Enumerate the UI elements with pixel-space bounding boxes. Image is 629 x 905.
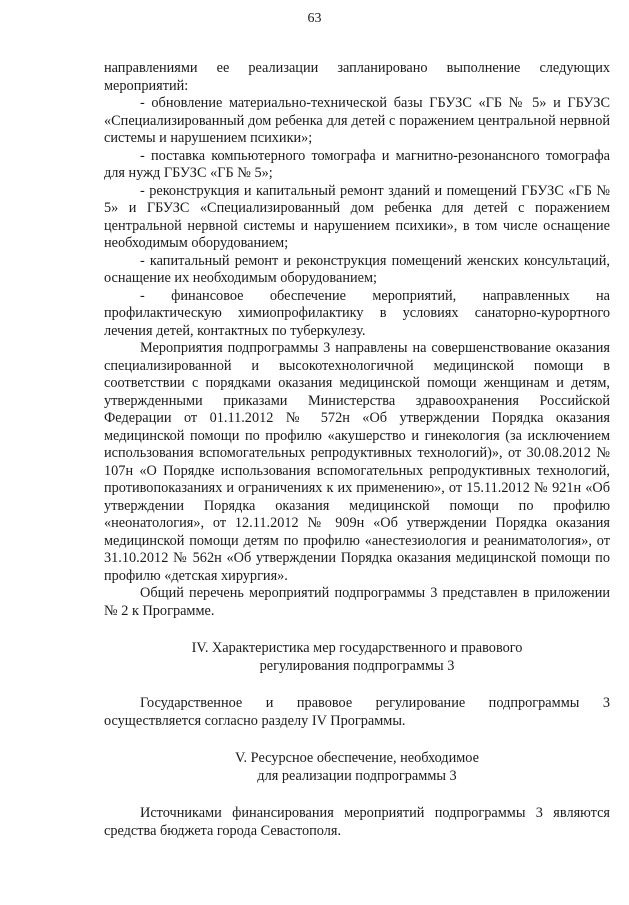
section-4-text: Государственное и правовое регулирование подпрограммы 3 осуществляется согласно разделу IV Программы. (104, 695, 610, 729)
section-4-heading-line-2: регулирования подпрограммы 3 (259, 657, 455, 674)
paragraph-general-list: Общий перечень мероприятий подпрограммы 3 представлен в приложении № 2 к Программе. (104, 585, 610, 619)
spacer (104, 675, 610, 695)
spacer (104, 620, 610, 640)
section-5-heading-line-1: V. Ресурсное обеспечение, необходимое (235, 750, 479, 766)
list-item-reconstruction: - реконструкция и капитальный ремонт зданий и помещений ГБУЗС «ГБ № 5» и ГБУЗС «Специализированный дом ребенка для детей с поражением центральной нервной системы и нарушением психики», в том числе оснащение необходимым оборудованием; (104, 182, 610, 251)
list-item-chemoprophylaxis: - финансовое обеспечение мероприятий, направленных на профилактическую химиопрофилактику в условиях санаторно-курортного лечения детей, контактных по туберкулезу. (104, 287, 610, 339)
spacer (104, 730, 610, 750)
paragraph-subprogram-measures: Мероприятия подпрограммы 3 направлены на совершенствование оказания специализированной и высокотехнологичной медицинской помощи в соответствии с порядками оказания медицинской помощи женщинам и детям, утвержденными приказами Министерства здравоохранения Российской Федерации от 01.11.2012 № 572н «Об утверждении Порядка оказания медицинской помощи по профилю «акушерство и гинекология (за исключением использования вспомогательных репродуктивных технологий)», от 30.08.2012 № 107н «О Порядке использования вспомогательных репродуктивных технологий, противопоказаниях и ограничениях к их применению», от 15.11.2012 № 921н «Об утверждении Порядка оказания медицинской помощи по профилю «неонатология», от 12.11.2012 № 909н «Об утверждении Порядка оказания медицинской помощи детям по профилю «анестезиология и реаниматология», от 31.10.2012 № 562н «Об утверждении Порядка оказания медицинской помощи по профилю «детская хирургия». (104, 340, 610, 584)
list-item-tomograph-supply: - поставка компьютерного томографа и магнитно-резонансного томографа для нужд ГБУЗС «ГБ № 5»; (104, 147, 610, 181)
section-4-heading-line-1: IV. Характеристика мер государственного и правового (191, 640, 523, 656)
list-item-equipment-update: - обновление материально-технической базы ГБУЗС «ГБ № 5» и ГБУЗС «Специализированный дом ребенка для детей с поражением центральной нервной системы и нарушением психики»; (104, 95, 610, 146)
page-number: 63 (307, 11, 322, 26)
document-body (104, 60, 610, 840)
section-5-text: Источниками финансирования мероприятий подпрограммы 3 являются средства бюджета города Севастополя. (104, 805, 610, 839)
paragraph-intro: направлениями ее реализации запланировано выполнение следующих мероприятий: (104, 60, 610, 94)
section-5-heading-line-2: для реализации подпрограммы 3 (257, 767, 457, 784)
list-item-consultations-repair: - капитальный ремонт и реконструкция помещений женских консультаций, оснащение их необходимым оборудованием; (104, 252, 610, 286)
spacer (104, 785, 610, 805)
